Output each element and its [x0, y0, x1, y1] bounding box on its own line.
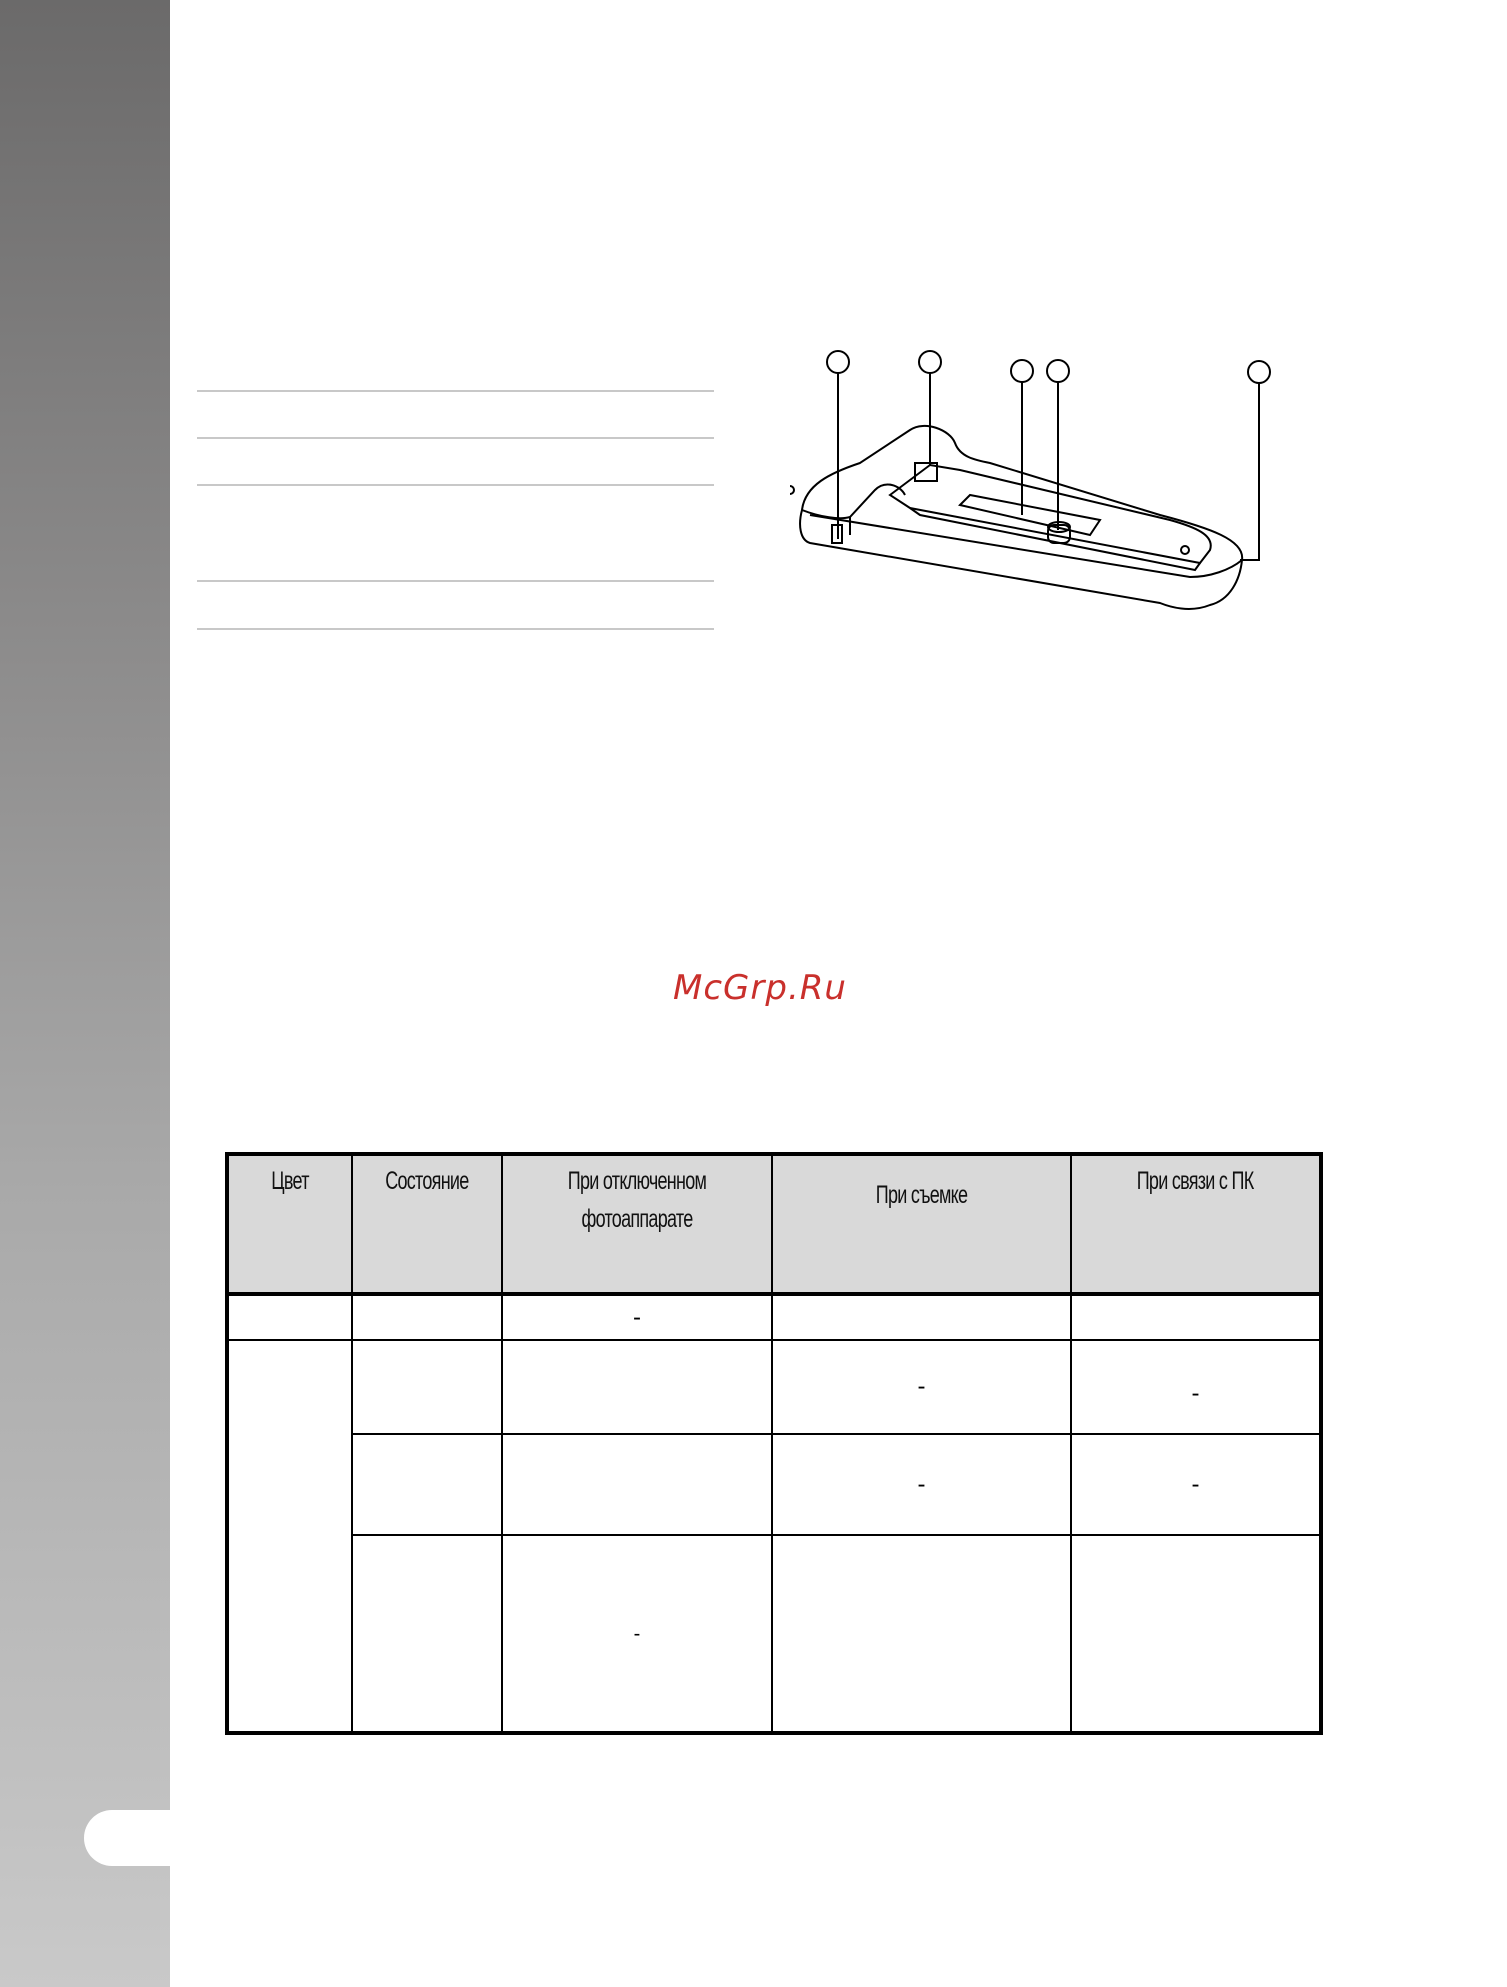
- table-cell: [772, 1294, 1071, 1340]
- docking-station-diagram: [790, 345, 1280, 635]
- table-cell: [772, 1535, 1071, 1733]
- header-pc-link: При связи с ПК: [1071, 1154, 1321, 1294]
- table-cell: [1071, 1535, 1321, 1733]
- table-cell: [227, 1294, 352, 1340]
- table-row: [227, 1340, 1321, 1434]
- table-cell: [352, 1535, 502, 1733]
- table-cell: -: [502, 1294, 772, 1340]
- table-cell: [502, 1340, 772, 1434]
- table-header-row: [227, 1154, 1321, 1294]
- watermark: McGrp.Ru: [673, 968, 847, 1008]
- callout-3: [1011, 360, 1033, 382]
- table-row: [227, 1535, 1321, 1733]
- callout-2: [919, 351, 941, 373]
- table-cell: [352, 1294, 502, 1340]
- spec-rule: [197, 390, 714, 392]
- page-number-tab: [84, 1810, 184, 1866]
- table-cell: -: [502, 1535, 772, 1733]
- callout-1: [827, 351, 849, 373]
- table-cell: [502, 1434, 772, 1535]
- spec-rule: [197, 580, 714, 582]
- table-cell: -: [772, 1434, 1071, 1535]
- table-row: [227, 1294, 1321, 1340]
- table-cell: [352, 1434, 502, 1535]
- table-cell: -: [1071, 1340, 1321, 1434]
- spec-rule: [197, 484, 714, 486]
- sidebar-gradient-band: [0, 0, 170, 1987]
- header-state: Состояние: [352, 1154, 502, 1294]
- header-shooting: При съемке: [772, 1154, 1071, 1294]
- table-cell: -: [772, 1340, 1071, 1434]
- spec-rule: [197, 628, 714, 630]
- callout-5: [1248, 361, 1270, 383]
- table-row: [227, 1434, 1321, 1535]
- spec-rule: [197, 437, 714, 439]
- table-cell: -: [1071, 1434, 1321, 1535]
- header-color: Цвет: [227, 1154, 352, 1294]
- callout-4: [1047, 360, 1069, 382]
- table-cell: [352, 1340, 502, 1434]
- table-cell: [1071, 1294, 1321, 1340]
- table-cell: [227, 1340, 352, 1733]
- header-camera-off: При отключенном фотоаппарате: [502, 1154, 772, 1294]
- led-status-table: [225, 1152, 1323, 1735]
